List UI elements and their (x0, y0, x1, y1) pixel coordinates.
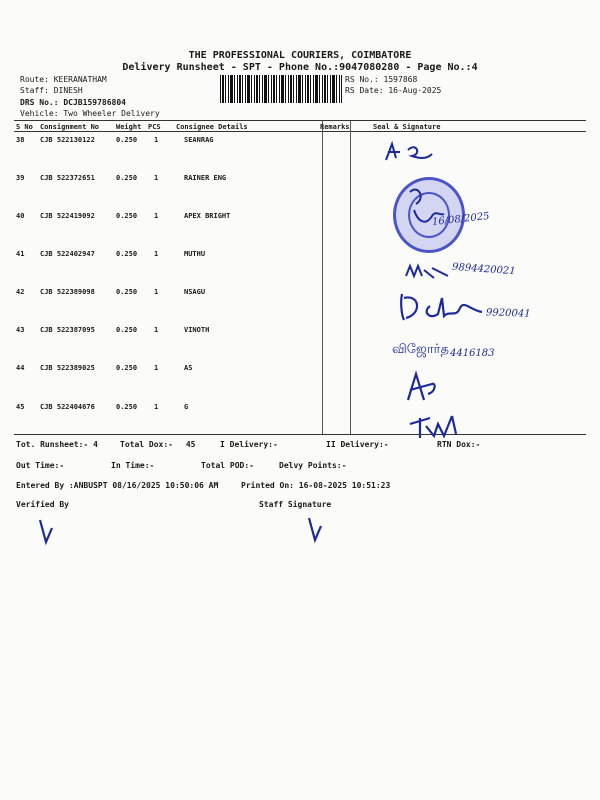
total-dox-value: 45 (185, 440, 196, 449)
row-consignment: CJB 522402947 (40, 250, 95, 258)
table-top-rule (14, 120, 586, 121)
row-weight: 0.250 (116, 288, 138, 296)
delvy-points: Delvy Points:- (279, 461, 347, 470)
signature-row-42 (396, 290, 486, 328)
rtn-dox: RTN Dox:- (437, 440, 481, 449)
row-weight: 0.250 (116, 250, 138, 258)
row-pcs: 1 (154, 136, 159, 144)
staff-line (20, 86, 83, 95)
vehicle-value: Two Wheeler Delivery (63, 109, 160, 118)
col-header-consignee: Consignee Details (176, 123, 248, 131)
staff-value: DINESH (53, 86, 83, 95)
row-consignment: CJB 522130122 (40, 136, 95, 144)
table-row (0, 364, 600, 402)
route-label: Route: (20, 75, 49, 84)
vehicle-label: Vehicle: (20, 109, 59, 118)
row-sno: 39 (16, 174, 25, 182)
runsheet-subtitle: Delivery Runsheet - SPT - Phone No.:9047080280 - Page No.:4 (122, 62, 478, 73)
signature-row-44 (402, 370, 442, 408)
table-row (0, 136, 600, 174)
total-dox (120, 440, 195, 449)
rs-date-value: 16-Aug-2025 (388, 86, 442, 95)
row-pcs: 1 (154, 364, 159, 372)
tot-runsheet: Tot. Runsheet:- 4 (16, 440, 98, 449)
drs-value: DCJB159786804 (63, 98, 126, 107)
row-consignment: CJB 522389025 (40, 364, 95, 372)
staff-signature-mark (305, 514, 325, 548)
row-sno: 43 (16, 326, 25, 334)
barcode (220, 75, 342, 103)
row-pcs: 1 (154, 288, 159, 296)
signature-date-row-40: 16/08/2025 (431, 211, 491, 228)
i-delivery: I Delivery:- (220, 440, 278, 449)
col-header-weight: Weight (116, 123, 142, 131)
row-consignee: G (184, 403, 189, 411)
row-weight: 0.250 (116, 136, 138, 144)
total-dox-label: Total Dox:- (120, 440, 173, 449)
row-sno: 38 (16, 136, 25, 144)
row-consignee: RAINER ENG (184, 174, 227, 182)
row-weight: 0.250 (116, 403, 138, 411)
col-header-sno: S No (16, 123, 33, 131)
row-pcs: 1 (154, 250, 159, 258)
table-row (0, 212, 600, 250)
table-header-rule (14, 131, 586, 132)
col-header-consignment: Consignment No (40, 123, 100, 131)
entered-by: Entered By :ANBUSPT 08/16/2025 10:50:06 AM (16, 481, 219, 490)
rs-no-line (345, 75, 417, 84)
total-pod: Total POD:- (201, 461, 254, 470)
rs-no-value: 1597868 (383, 75, 418, 84)
signature-note-row-43: விஜோர்த (392, 342, 449, 357)
row-weight: 0.250 (116, 212, 138, 220)
row-consignee: SEANRAG (184, 136, 214, 144)
col-header-pcs: PCS (148, 123, 161, 131)
row-consignment: CJB 522419092 (40, 212, 95, 220)
row-consignee: AS (184, 364, 193, 372)
row-sno: 40 (16, 212, 25, 220)
verified-by: Verified By (16, 500, 69, 509)
row-pcs: 1 (154, 403, 159, 411)
col-header-seal-signature: Seal & Signature (373, 123, 441, 131)
signature-num-row-43: 4416183 (450, 348, 495, 359)
row-consignee: APEX BRIGHT (184, 212, 231, 220)
row-weight: 0.250 (116, 174, 138, 182)
table-row (0, 326, 600, 364)
route-value: KEERANATHAM (53, 75, 107, 84)
row-consignment: CJB 522404676 (40, 403, 95, 411)
row-consignee: MUTHU (184, 250, 206, 258)
out-time: Out Time:- (16, 461, 65, 470)
signature-phone-row-42: 9920041 (485, 307, 531, 320)
col-header-remarks: Remarks (320, 123, 350, 131)
row-consignment: CJB 522389098 (40, 288, 95, 296)
row-weight: 0.250 (116, 364, 138, 372)
row-consignee: NSAGU (184, 288, 206, 296)
drs-label: DRS No.: (20, 98, 59, 107)
drs-line (20, 98, 126, 107)
row-pcs: 1 (154, 326, 159, 334)
row-sno: 44 (16, 364, 25, 372)
ii-delivery: II Delivery:- (326, 440, 389, 449)
staff-label: Staff: (20, 86, 49, 95)
row-consignment: CJB 522387095 (40, 326, 95, 334)
signature-phone-row-41: 9894420021 (451, 261, 516, 278)
route-line (20, 75, 107, 84)
verified-by-signature (36, 516, 56, 550)
staff-signature: Staff Signature (259, 500, 332, 509)
table-row (0, 403, 600, 441)
signature-row-38 (382, 140, 442, 170)
rs-no-label: RS No.: (345, 75, 379, 84)
row-sno: 45 (16, 403, 25, 411)
in-time: In Time:- (111, 461, 155, 470)
row-consignee: VINOTH (184, 326, 210, 334)
table-row (0, 174, 600, 212)
company-title: THE PROFESSIONAL COURIERS, COIMBATORE (188, 50, 412, 61)
row-sno: 41 (16, 250, 25, 258)
row-pcs: 1 (154, 212, 159, 220)
vehicle-line (20, 109, 160, 118)
signature-row-41 (404, 262, 452, 286)
row-consignment: CJB 522372651 (40, 174, 95, 182)
rs-date-label: RS Date: (345, 86, 384, 95)
row-pcs: 1 (154, 174, 159, 182)
row-weight: 0.250 (116, 326, 138, 334)
rs-date-line (345, 86, 441, 95)
table-row (0, 288, 600, 326)
row-sno: 42 (16, 288, 25, 296)
printed-on: Printed On: 16-08-2025 10:51:23 (241, 481, 391, 490)
